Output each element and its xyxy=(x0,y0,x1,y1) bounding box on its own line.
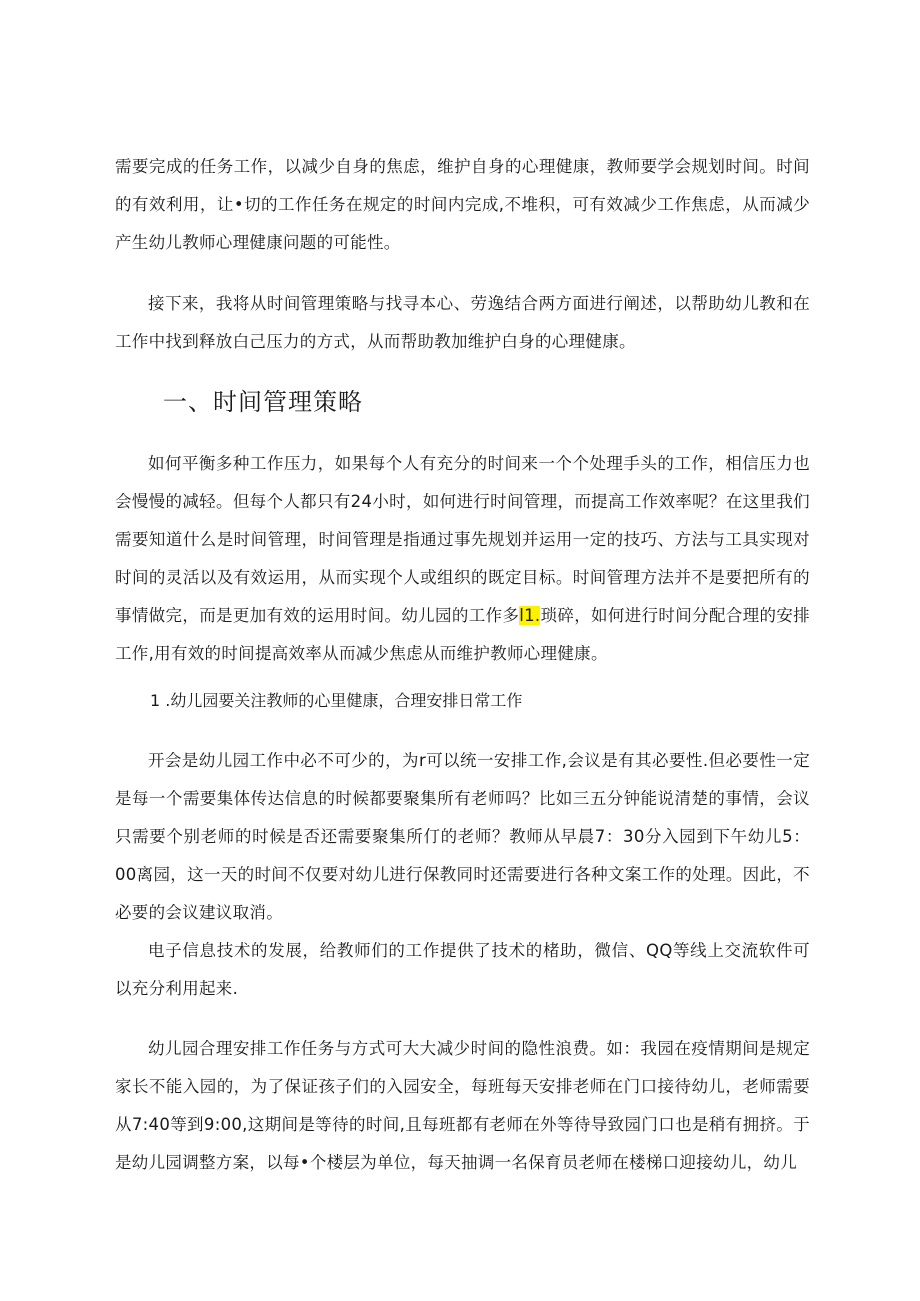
subsection-heading: 1 .幼儿园要关注教师的心里健康，合理安排日常工作 xyxy=(150,691,523,710)
paragraph-time-management xyxy=(115,445,810,673)
paragraph-text-part: 琐碎，如何进行时间分配合理的安排工作,用有效的时间提高效率从而减少焦虑从而维护教师心理健康。 xyxy=(115,606,810,663)
paragraph-text-part: 如何平衡多种工作压力，如果每个人有充分的时间来一个个处理手头的工作，相信压力也会慢慢的减轻。但每个人都只有24小时，如何进行时间管理，而提高工作效率呢？在这里我们需要知道什么是时间管理，时间管理是指通过事先规划并运用一定的技巧、方法与工具实现对时间的灵活以及有效运用，从而实现个人或组织的既定目标。时间管理方法并不是要把所有的事情做完，而是更加有效的运用时间。幼儿园的工作多 xyxy=(115,454,810,625)
paragraph-intro: 需要完成的任务工作，以减少自身的焦虑，维护自身的心理健康，教师要学会规划时间。时间的有效利用，让•切的工作任务在规定的时间内完成,不堆积，可有效减少工作焦虑，从而减少产生幼儿教师心理健康问题的可能性。 xyxy=(115,157,810,252)
highlighted-text: l1. xyxy=(519,606,541,625)
paragraph-technology: 电子信息技术的发展，给教师们的工作提供了技术的楮助，微信、QQ等线上交流软件可以充分利用起来. xyxy=(115,941,810,998)
section-heading: 一、时间管理策略 xyxy=(163,388,363,416)
paragraph-outline: 接下来，我将从时间管理策略与找寻本心、劳逸结合两方面进行阐述，以帮助幼儿教和在工作中找到释放白己压力的方式，从而帮助教加维护白身的心理健康。 xyxy=(115,294,810,351)
paragraph-meetings: 开会是幼儿园工作中必不可少的，为r可以统一安排工作,会议是有其必要性.但必要性一定是每一个需要集体传达信息的时候都要聚集所有老师吗？比如三五分钟能说清楚的事情，会议只需要个别老师的时候是否还需要聚集所仃的老师？教师从早晨7：30分入园到下午幼儿5：00离园，这一天的时间不仅要对幼儿进行保教同时还需要进行各种文案工作的处理。因此，不必要的会议建议取消。 xyxy=(115,751,810,922)
paragraph-arrangement: 幼儿园合理安排工作任务与方式可大大减少时间的隐性浪费。如：我园在疫情期间是规定家长不能入园的，为了保证孩子们的入园安全，每班每天安排老师在门口接待幼儿，老师需要从7:40等到9:00,这期间是等待的时间,且每班都有老师在外等待导致园门口也是稍有拥挤。于是幼儿园调整方案，以每•个楼层为单位，每天抽调一名保育员老师在楼梯口迎接幼儿，幼儿 xyxy=(115,1039,810,1172)
